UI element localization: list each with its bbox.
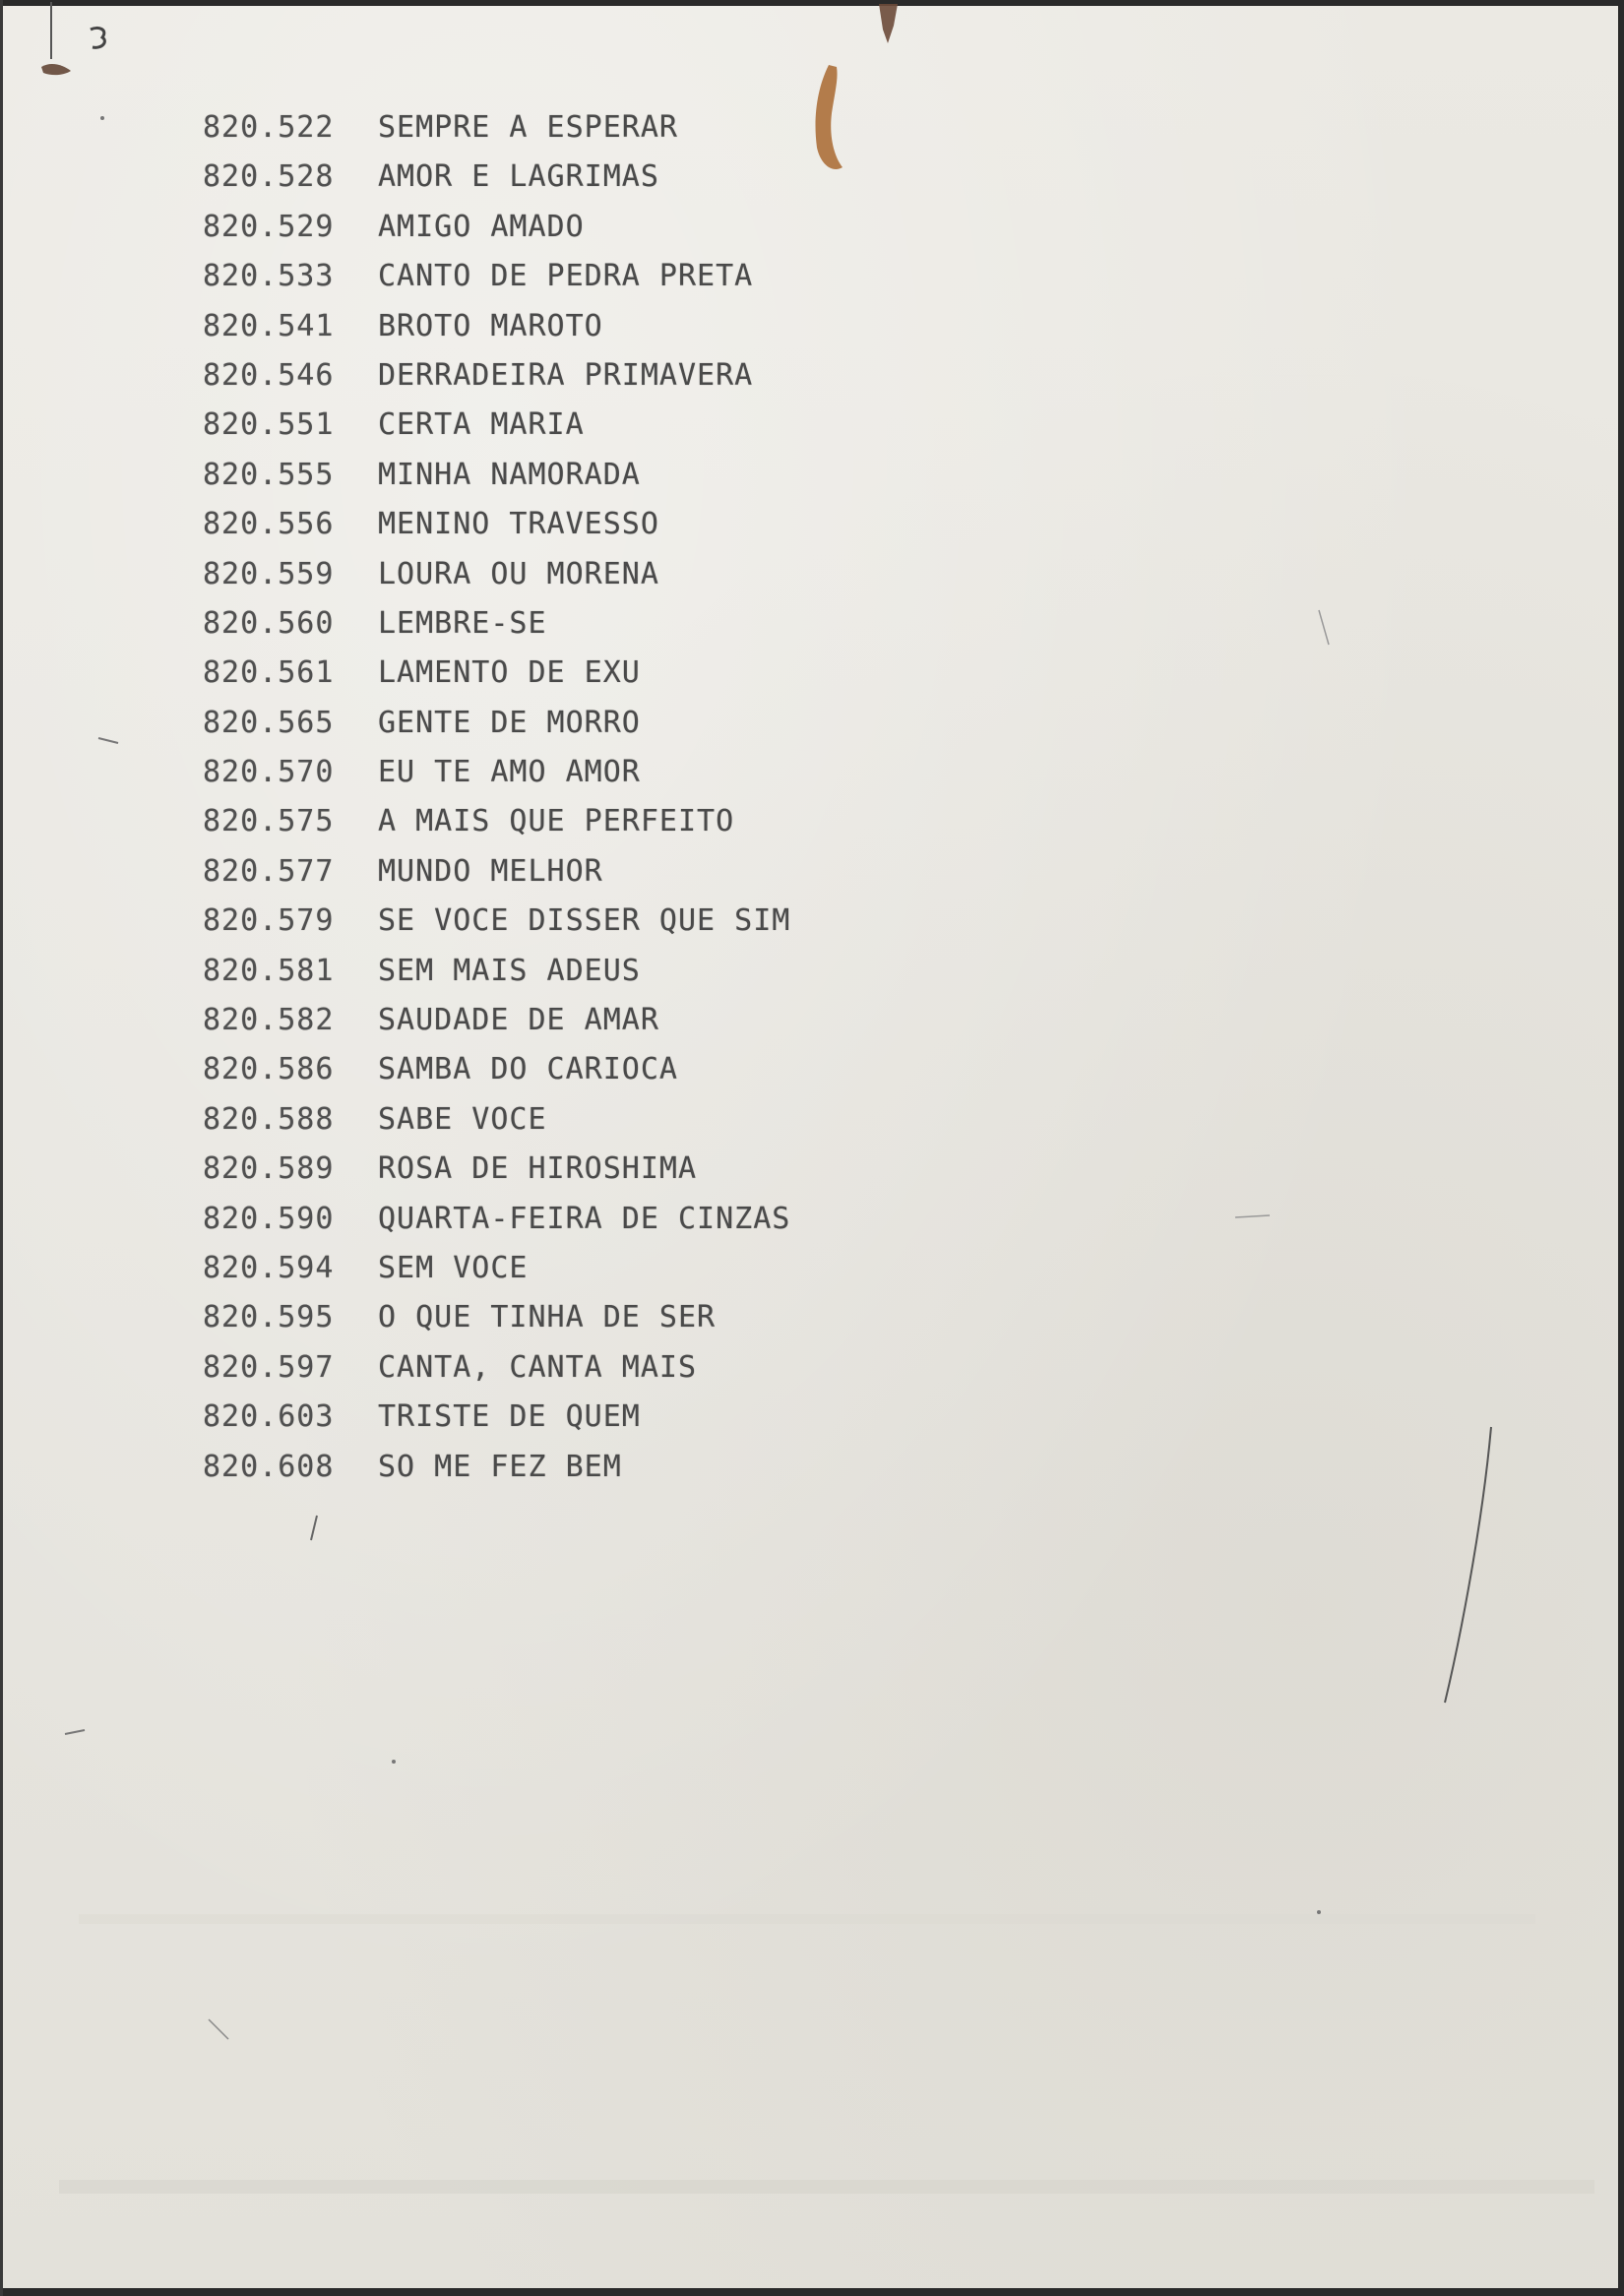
catalog-entry	[203, 407, 1010, 457]
pencil-tick	[98, 738, 118, 743]
entry-title: CERTA MARIA	[378, 407, 585, 443]
entry-code: 820.575	[203, 804, 335, 839]
catalog-entry	[203, 1202, 1010, 1251]
entry-code: 820.579	[203, 903, 335, 939]
catalog-entry	[203, 1052, 1010, 1101]
catalog-entry	[203, 954, 1010, 1003]
entry-code: 820.577	[203, 853, 335, 889]
catalog-entry	[203, 755, 1010, 804]
ink-blot	[879, 4, 898, 43]
entry-code: 820.556	[203, 507, 335, 542]
catalog-entry	[203, 309, 1010, 358]
entry-title: BROTO MAROTO	[378, 308, 603, 343]
entry-title: DERRADEIRA PRIMAVERA	[378, 357, 754, 393]
scan-border-left	[0, 0, 3, 2296]
entry-title: SEM VOCE	[378, 1250, 529, 1285]
pencil-tick	[209, 2019, 228, 2039]
entry-title: TRISTE DE QUEM	[378, 1399, 641, 1435]
catalog-entry	[203, 706, 1010, 755]
entry-code: 820.581	[203, 953, 335, 988]
entry-title: MUNDO MELHOR	[378, 853, 603, 889]
catalog-entry	[203, 358, 1010, 407]
catalog-entry	[203, 458, 1010, 507]
entry-title: EU TE AMO AMOR	[378, 755, 641, 790]
pencil-tick	[1319, 610, 1329, 645]
catalog-entry	[203, 1300, 1010, 1349]
pencil-tick	[1235, 1215, 1270, 1217]
catalog-entry	[203, 804, 1010, 853]
catalog-entry	[203, 1399, 1010, 1449]
entry-title: SABE VOCE	[378, 1101, 547, 1137]
entry-code: 820.541	[203, 308, 335, 343]
entry-title: SAMBA DO CARIOCA	[378, 1052, 678, 1087]
catalog-entry	[203, 1102, 1010, 1151]
pencil-line	[1445, 1427, 1491, 1703]
corner-scribble	[91, 28, 104, 47]
entry-title: GENTE DE MORRO	[378, 705, 641, 740]
pencil-tick	[311, 1516, 317, 1540]
smudge-band	[59, 2180, 1594, 2194]
catalog-entry	[203, 854, 1010, 903]
entry-code: 820.528	[203, 159, 335, 195]
catalog-entry	[203, 1450, 1010, 1499]
entry-title: SEM MAIS ADEUS	[378, 953, 641, 988]
entry-title: SEMPRE A ESPERAR	[378, 110, 678, 145]
entry-code: 820.565	[203, 705, 335, 740]
entry-title: MENINO TRAVESSO	[378, 507, 659, 542]
entry-title: LEMBRE-SE	[378, 605, 547, 641]
entry-code: 820.588	[203, 1101, 335, 1137]
entry-code: 820.570	[203, 755, 335, 790]
catalog-entry	[203, 1251, 1010, 1300]
catalog-entry	[203, 606, 1010, 655]
entry-title: SAUDADE DE AMAR	[378, 1003, 659, 1038]
catalog-entry	[203, 1003, 1010, 1052]
entry-title: AMIGO AMADO	[378, 209, 585, 244]
entry-title: CANTA, CANTA MAIS	[378, 1349, 698, 1385]
entry-code: 820.533	[203, 259, 335, 294]
entry-code: 820.582	[203, 1003, 335, 1038]
entry-code: 820.595	[203, 1300, 335, 1335]
catalog-entry	[203, 1350, 1010, 1399]
catalog-listing	[203, 110, 1010, 1499]
entry-code: 820.603	[203, 1399, 335, 1435]
entry-code: 820.551	[203, 407, 335, 443]
entry-code: 820.608	[203, 1449, 335, 1484]
entry-code: 820.559	[203, 556, 335, 591]
catalog-entry	[203, 159, 1010, 209]
entry-title: A MAIS QUE PERFEITO	[378, 804, 735, 839]
entry-code: 820.590	[203, 1201, 335, 1236]
catalog-entry	[203, 507, 1010, 556]
entry-title: LAMENTO DE EXU	[378, 655, 641, 691]
pencil-tick	[65, 1730, 85, 1734]
catalog-entry	[203, 1151, 1010, 1201]
entry-code: 820.561	[203, 655, 335, 691]
scan-border-top	[0, 0, 1624, 6]
entry-title: AMOR E LAGRIMAS	[378, 159, 659, 195]
entry-title: SE VOCE DISSER QUE SIM	[378, 903, 791, 939]
entry-title: QUARTA-FEIRA DE CINZAS	[378, 1201, 791, 1236]
entry-code: 820.555	[203, 457, 335, 492]
entry-code: 820.522	[203, 110, 335, 145]
entry-title: LOURA OU MORENA	[378, 556, 659, 591]
entry-title: CANTO DE PEDRA PRETA	[378, 259, 754, 294]
catalog-entry	[203, 259, 1010, 308]
scan-border-bottom	[0, 2288, 1624, 2296]
entry-title: SO ME FEZ BEM	[378, 1449, 622, 1484]
entry-title: ROSA DE HIROSHIMA	[378, 1151, 698, 1187]
entry-code: 820.597	[203, 1349, 335, 1385]
catalog-entry	[203, 210, 1010, 259]
entry-code: 820.529	[203, 209, 335, 244]
catalog-entry	[203, 903, 1010, 953]
entry-code: 820.594	[203, 1250, 335, 1285]
smudge-band	[79, 1914, 1535, 1924]
entry-code: 820.589	[203, 1151, 335, 1187]
corner-mark	[41, 64, 71, 75]
entry-title: O QUE TINHA DE SER	[378, 1300, 717, 1335]
entry-code: 820.546	[203, 357, 335, 393]
entry-code: 820.560	[203, 605, 335, 641]
speck	[1317, 1910, 1321, 1914]
entry-code: 820.586	[203, 1052, 335, 1087]
speck	[100, 116, 104, 120]
speck	[392, 1760, 396, 1764]
catalog-entry	[203, 655, 1010, 705]
entry-title: MINHA NAMORADA	[378, 457, 641, 492]
catalog-entry	[203, 110, 1010, 159]
scan-border-right	[1618, 0, 1624, 2296]
catalog-entry	[203, 557, 1010, 606]
